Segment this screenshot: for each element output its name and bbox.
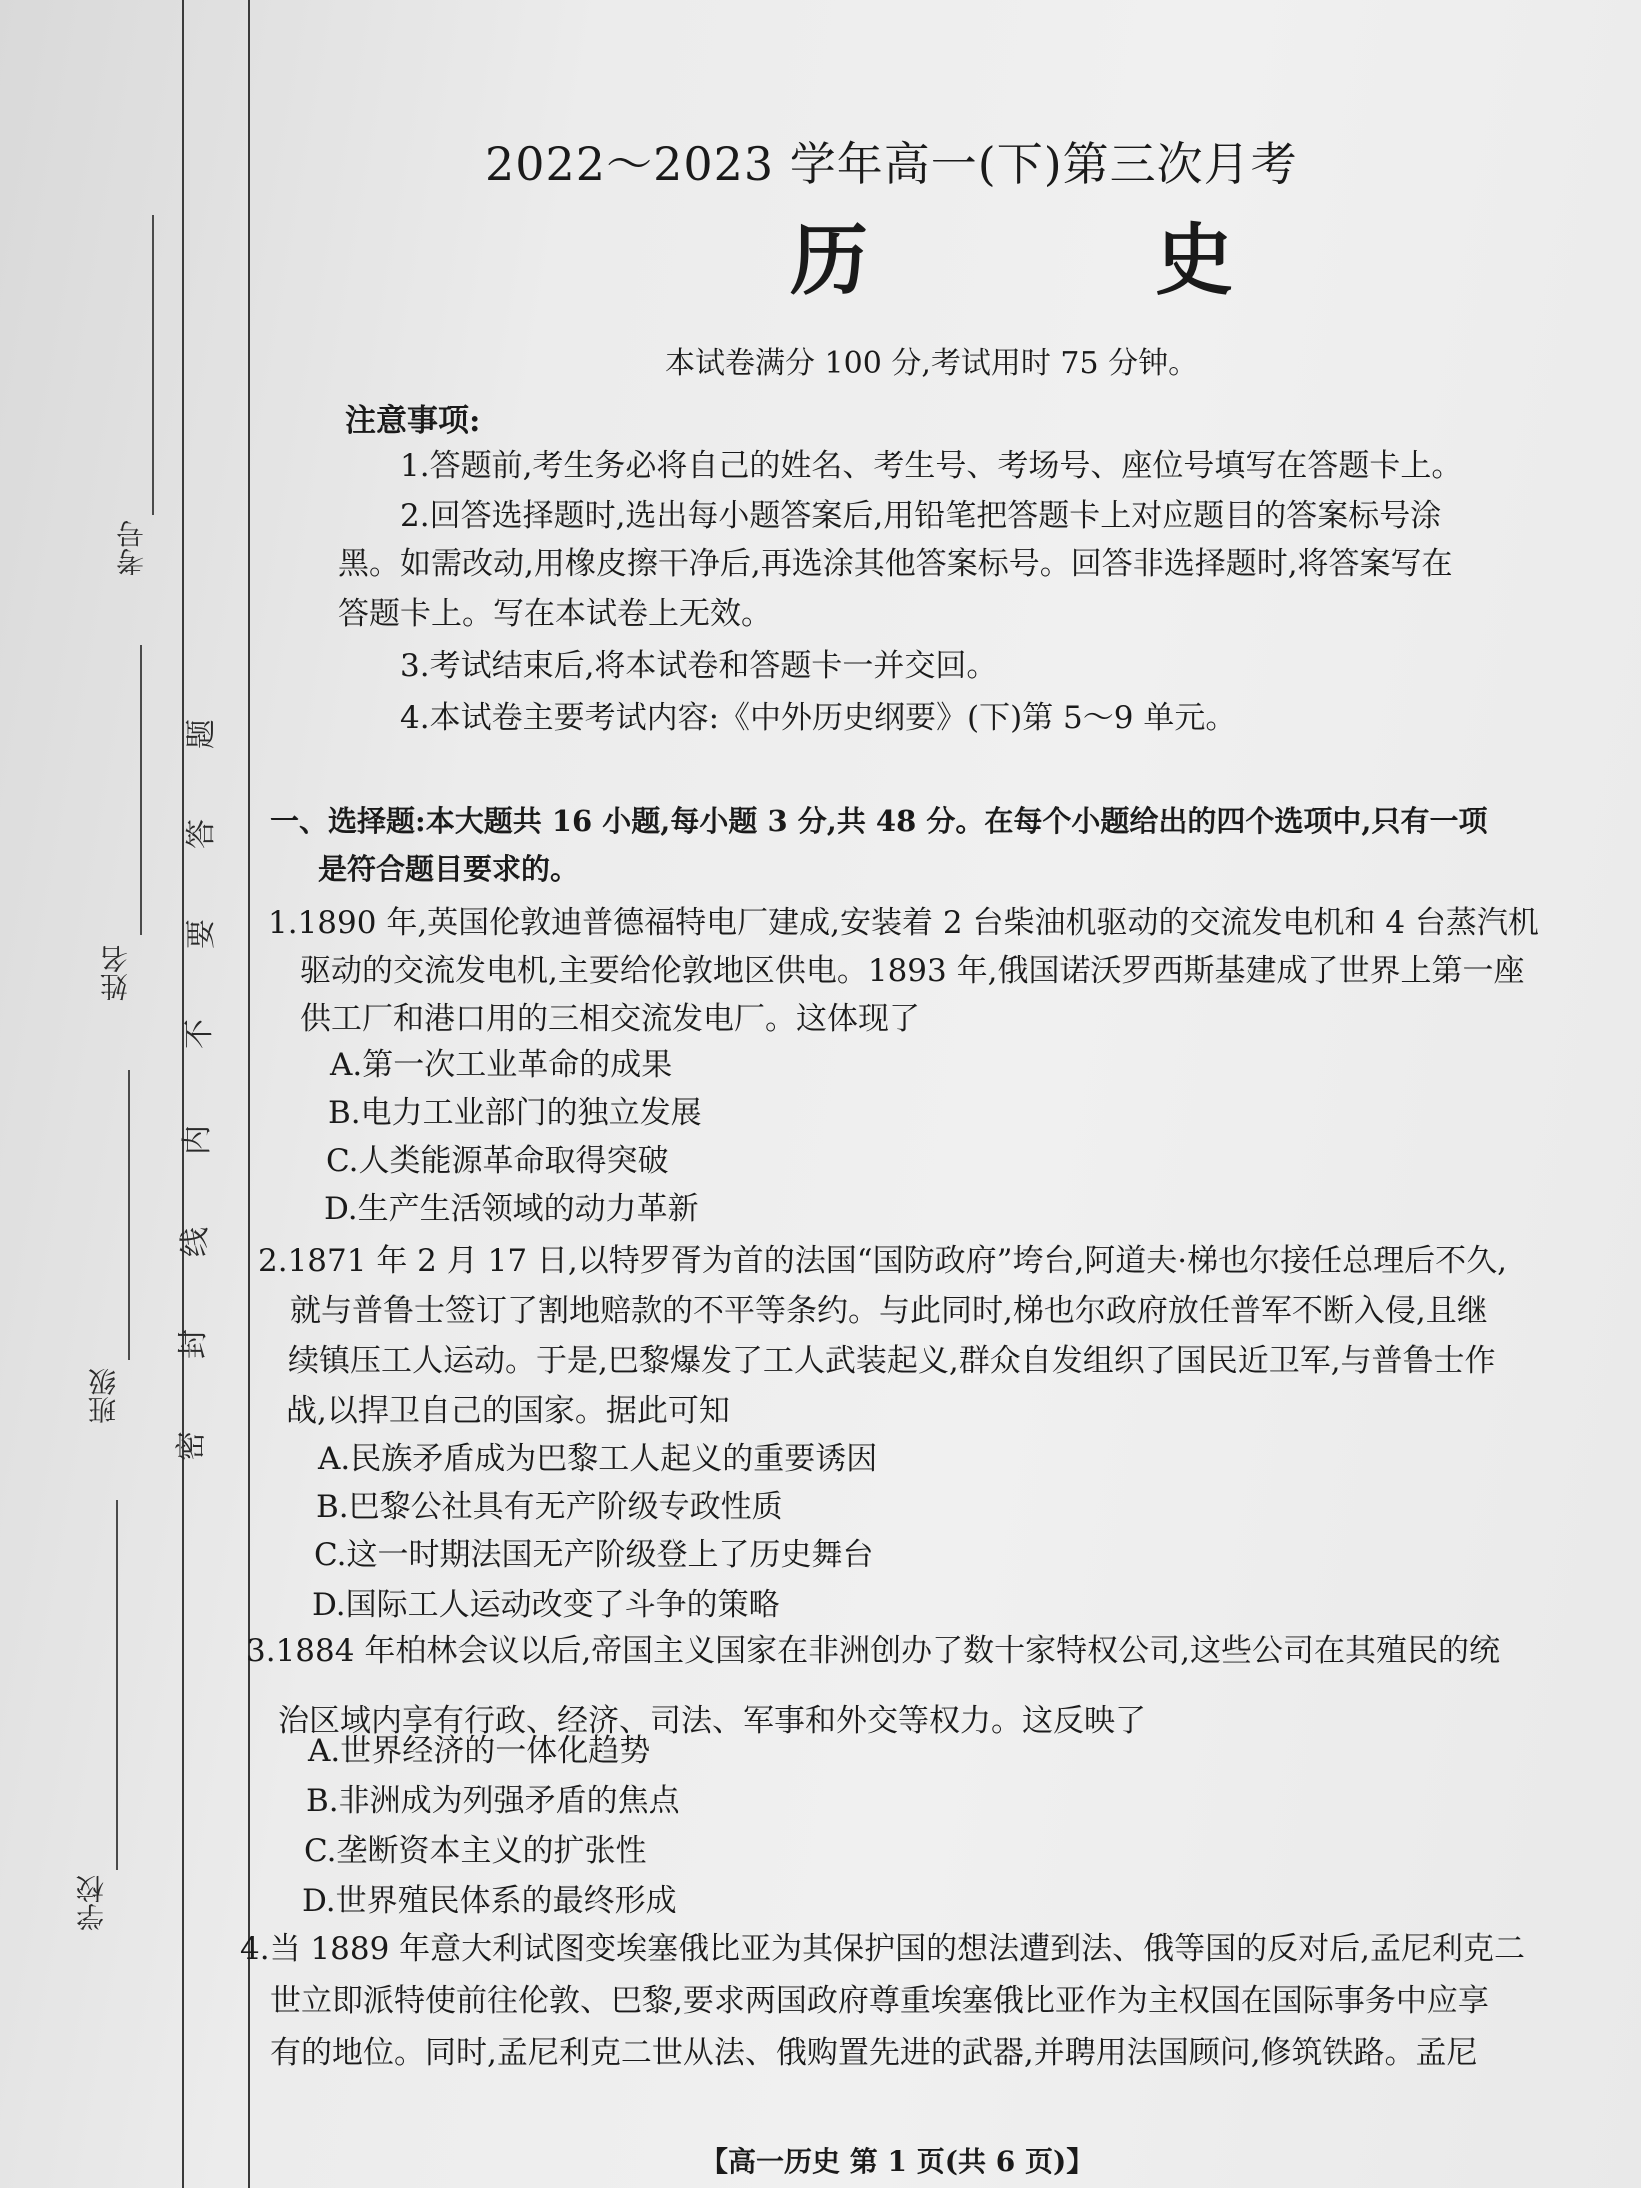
question-1-option: B.电力工业部门的独立发展 xyxy=(328,1095,702,1131)
section-heading-cont: 是符合题目要求的。 xyxy=(318,852,580,886)
binding-line-inner xyxy=(248,0,250,2188)
notice-line: 黑。如需改动,用橡皮擦干净后,再选涂其他答案标号。回答非选择题时,将答案写在 xyxy=(338,546,1453,582)
question-2-stem: 战,以捍卫自己的国家。据此可知 xyxy=(286,1393,730,1429)
section-heading: 一、选择题:本大题共 16 小题,每小题 3 分,共 48 分。在每个小题给出的四个选项中,只有一项 xyxy=(270,804,1488,838)
question-2-stem: 2.1871 年 2 月 17 日,以特罗胥为首的法国“国防政府”垮台,阿道夫·梯也尔接任总理后不久, xyxy=(258,1243,1508,1279)
question-2-option: D.国际工人运动改变了斗争的策略 xyxy=(312,1587,780,1623)
class-blank xyxy=(128,1070,130,1360)
exam-no-label: 考号 xyxy=(115,520,148,576)
class-label: 班级 xyxy=(87,1368,120,1424)
question-4-stem: 有的地位。同时,孟尼利克二世从法、俄购置先进的武器,并聘用法国顾问,修筑铁路。孟尼 xyxy=(270,2035,1478,2071)
seal-char: 线 xyxy=(178,1227,213,1257)
exam-no-blank xyxy=(152,215,154,515)
question-3-stem: 3.1884 年柏林会议以后,帝国主义国家在非洲创办了数十家特权公司,这些公司在其殖民的统 xyxy=(246,1633,1501,1669)
notice-line: 3.考试结束后,将本试卷和答题卡一并交回。 xyxy=(400,648,998,684)
question-1-option: A.第一次工业革命的成果 xyxy=(330,1047,673,1083)
page-footer: 【高一历史 第 1 页(共 6 页)】 xyxy=(700,2145,1095,2178)
seal-char: 密 xyxy=(174,1431,209,1461)
question-1-option: C.人类能源革命取得突破 xyxy=(326,1143,669,1179)
seal-char: 封 xyxy=(176,1329,211,1359)
question-3-option: A.世界经济的一体化趋势 xyxy=(308,1733,651,1769)
question-2-option: C.这一时期法国无产阶级登上了历史舞台 xyxy=(314,1537,874,1573)
seal-char: 答 xyxy=(184,819,219,849)
school-label: 学校 xyxy=(75,1875,108,1931)
seal-char: 要 xyxy=(184,919,219,949)
question-2-option: A.民族矛盾成为巴黎工人起义的重要诱因 xyxy=(318,1441,878,1477)
question-2-stem: 续镇压工人运动。于是,巴黎爆发了工人武装起义,群众自发组织了国民近卫军,与普鲁士作 xyxy=(288,1343,1496,1379)
subject-title: 历 史 xyxy=(790,215,1364,306)
question-1-stem: 供工厂和港口用的三相交流发电厂。这体现了 xyxy=(300,1001,920,1037)
exam-title: 2022～2023 学年高一(下)第三次月考 xyxy=(485,137,1298,191)
question-1-stem: 驱动的交流发电机,主要给伦敦地区供电。1893 年,俄国诺沃罗西斯基建成了世界上第一座 xyxy=(300,953,1525,989)
notice-line: 答题卡上。写在本试卷上无效。 xyxy=(338,596,772,632)
seal-char: 内 xyxy=(180,1125,215,1155)
name-label: 姓名 xyxy=(99,945,132,1001)
question-4-stem: 世立即派特使前往伦敦、巴黎,要求两国政府尊重埃塞俄比亚作为主权国在国际事务中应享 xyxy=(270,1983,1489,2019)
notice-line: 2.回答选择题时,选出每小题答案后,用铅笔把答题卡上对应题目的答案标号涂 xyxy=(400,498,1442,534)
question-1-option: D.生产生活领域的动力革新 xyxy=(324,1191,699,1227)
notice-line: 1.答题前,考生务必将自己的姓名、考生号、考场号、座位号填写在答题卡上。 xyxy=(400,448,1463,484)
question-3-option: D.世界殖民体系的最终形成 xyxy=(302,1883,677,1919)
question-3-option: B.非洲成为列强矛盾的焦点 xyxy=(306,1783,680,1819)
notice-line: 4.本试卷主要考试内容:《中外历史纲要》(下)第 5～9 单元。 xyxy=(400,700,1237,736)
question-4-stem: 4.当 1889 年意大利试图变埃塞俄比亚为其保护国的想法遭到法、俄等国的反对后,孟尼利克二 xyxy=(240,1931,1526,1967)
seal-char: 不 xyxy=(182,1019,217,1049)
name-blank xyxy=(140,645,142,935)
binding-line-outer xyxy=(182,0,184,2188)
question-3-option: C.垄断资本主义的扩张性 xyxy=(304,1833,647,1869)
question-2-stem: 就与普鲁士签订了割地赔款的不平等条约。与此同时,梯也尔政府放任普军不断入侵,且继 xyxy=(290,1293,1488,1329)
question-3-stem: 治区域内享有行政、经济、司法、军事和外交等权力。这反映了 xyxy=(278,1703,1146,1739)
question-2-option: B.巴黎公社具有无产阶级专政性质 xyxy=(316,1489,783,1525)
school-blank xyxy=(116,1500,118,1870)
question-1-stem: 1.1890 年,英国伦敦迪普德福特电厂建成,安装着 2 台柴油机驱动的交流发电机和 4 台蒸汽机 xyxy=(268,905,1539,941)
exam-info: 本试卷满分 100 分,考试用时 75 分钟。 xyxy=(665,346,1199,381)
notice-heading: 注意事项: xyxy=(345,403,481,439)
seal-char: 题 xyxy=(184,719,219,749)
